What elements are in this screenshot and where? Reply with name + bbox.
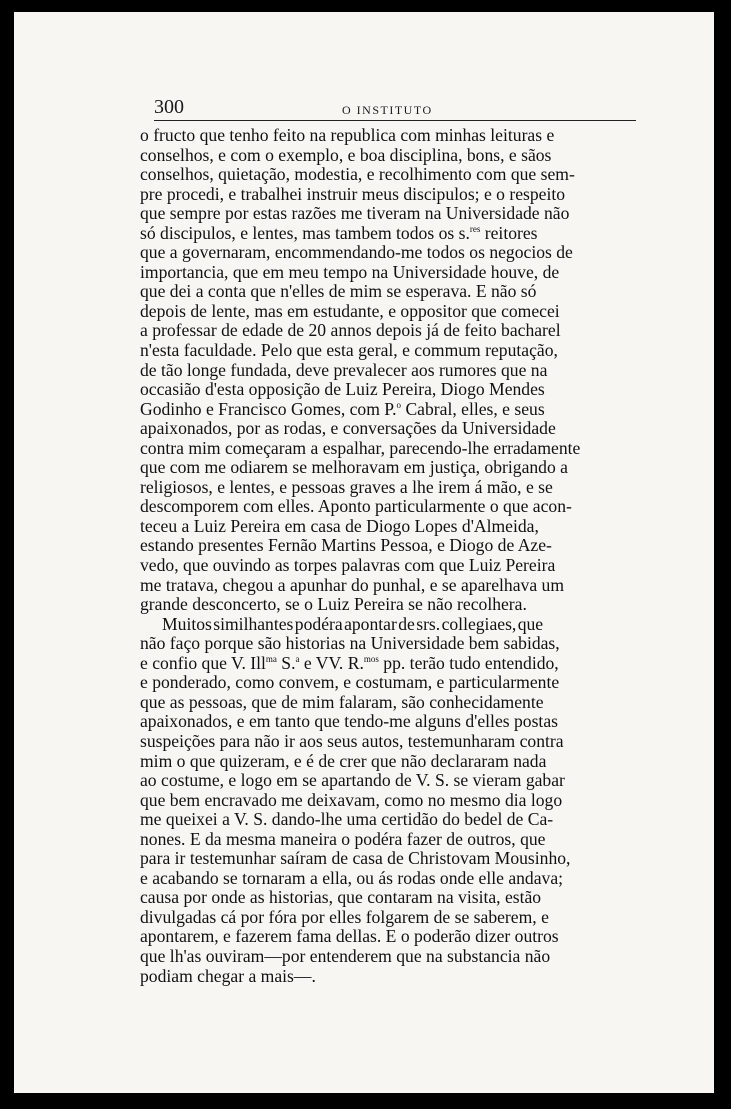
text-line xyxy=(140,654,624,674)
text-line: que as pessoas, que de mim falaram, são conhecidamente xyxy=(140,691,544,712)
text-line: podiam chegar a mais—. xyxy=(140,965,316,986)
text-line: vedo, que ouvindo as torpes palavras com que Luiz Pereira xyxy=(140,555,556,576)
text-line: apaixonados, por as rodas, e conversações da Universidade xyxy=(140,418,556,439)
text-line: apaixonados, e em tanto que tendo-me alguns d'elles postas xyxy=(140,711,558,732)
text-line: grande desconcerto, se o Luiz Pereira se não recolhera. xyxy=(140,594,527,615)
text-line: que a governaram, encommendando-me todos os negocios de xyxy=(140,242,573,263)
text-segment: e confio que V. Ill xyxy=(140,652,266,673)
text-line: depois de lente, mas em estudante, e oppositor que comecei xyxy=(140,300,560,321)
text-segment: S. xyxy=(276,652,296,673)
text-line: me tratava, chegou a apunhar do punhal, e se aparelhava um xyxy=(140,574,565,595)
text-line: e ponderado, como convem, e costumam, e particularmente xyxy=(140,672,560,693)
superscript: res xyxy=(469,223,481,234)
text-line: para ir testemunhar saíram de casa de Christovam Mousinho, xyxy=(140,848,571,869)
text-line: apontarem, e fazerem fama dellas. E o poderão dizer outros xyxy=(140,926,559,947)
text-line: importancia, que em meu tempo na Universidade houve, de xyxy=(140,261,560,282)
text-line: religiosos, e lentes, e pessoas graves a lhe irem á mão, e se xyxy=(140,476,553,497)
text-segment: só discipulos, e lentes, mas tambem todos os s. xyxy=(140,222,470,243)
text-line: que sempre por estas razões me tiveram na Universidade não xyxy=(140,203,570,224)
text-line: não faço porque são historias na Universidade bem sabidas, xyxy=(140,633,560,654)
text-segment: pp. terão tudo entendido, xyxy=(378,652,559,673)
text-line: a professar de edade de 20 annos depois já de feito bacharel xyxy=(140,320,561,341)
running-title: O INSTITUTO xyxy=(342,103,433,117)
text-line: pre procedi, e trabalhei instruir meus discipulos; e o respeito xyxy=(140,183,566,204)
text-line: nones. E da mesma maneira o podéra fazer de outros, que xyxy=(140,828,546,849)
text-line: que dei a conta que n'elles de mim se esperava. E não só xyxy=(140,281,537,302)
text-line: suspeições para não ir aos seus autos, testemunharam contra xyxy=(140,730,564,751)
text-line: estando presentes Fernão Martins Pessoa, e Diogo de Aze- xyxy=(140,535,552,556)
text-line xyxy=(140,400,624,420)
text-line: causa por onde as historias, que contaram na visita, estão xyxy=(140,887,542,908)
text-segment: Godinho e Francisco Gomes, com P. xyxy=(140,398,397,419)
text-line: mim o que quizeram, e é de crer que não declararam nada xyxy=(140,750,547,771)
text-segment: reitores xyxy=(480,222,538,243)
text-line: n'esta faculdade. Pelo que esta geral, e commum reputação, xyxy=(140,340,558,361)
body-text xyxy=(140,126,624,986)
superscript: a xyxy=(295,653,300,664)
text-line: conselhos, quietação, modestia, e recolhimento com que sem- xyxy=(140,164,575,185)
text-line: occasião d'esta opposição de Luiz Pereira, Diogo Mendes xyxy=(140,379,545,400)
text-line: que com me odiarem se melhoravam em justiça, obrigando a xyxy=(140,457,568,478)
text-line: conselhos, e com o exemplo, e boa disciplina, bons, e sãos xyxy=(140,144,552,165)
text-segment: Cabral, elles, e seus xyxy=(401,398,545,419)
text-segment: e VV. R. xyxy=(299,652,364,673)
page-number: 300 xyxy=(154,96,184,118)
text-line: e acabando se tornaram a ella, ou ás rodas onde elle andava; xyxy=(140,867,564,888)
text-line: de tão longe fundada, deve prevalecer aos rumores que na xyxy=(140,359,548,380)
text-line: divulgadas cá por fóra por elles folgarem de se saberem, e xyxy=(140,906,549,927)
text-line: descomporem com elles. Aponto particularmente o que acon- xyxy=(140,496,572,517)
text-line xyxy=(140,224,624,244)
text-line: me queixei a V. S. dando-lhe uma certidão do bedel de Ca- xyxy=(140,809,554,830)
superscript: mos xyxy=(363,653,379,664)
text-line: que lh'as ouviram—por entenderem que na substancia não xyxy=(140,945,551,966)
text-line: ao costume, e logo em se apartando de V. S. se vieram gabar xyxy=(140,770,565,791)
superscript: ma xyxy=(265,653,277,664)
text-line: contra mim começaram a espalhar, parecendo-lhe erradamente xyxy=(140,437,581,458)
text-line: o fructo que tenho feito na republica com minhas leituras e xyxy=(140,125,555,145)
text-line: teceu a Luiz Pereira em casa de Diogo Lopes d'Almeida, xyxy=(140,515,539,536)
superscript: o xyxy=(396,399,402,410)
text-line: Muitos similhantes podéra apontar de srs. collegiaes, que xyxy=(162,613,544,634)
page-header xyxy=(154,92,634,122)
text-line: que bem encravado me deixavam, como no mesmo dia logo xyxy=(140,789,563,810)
header-rule xyxy=(154,120,636,121)
